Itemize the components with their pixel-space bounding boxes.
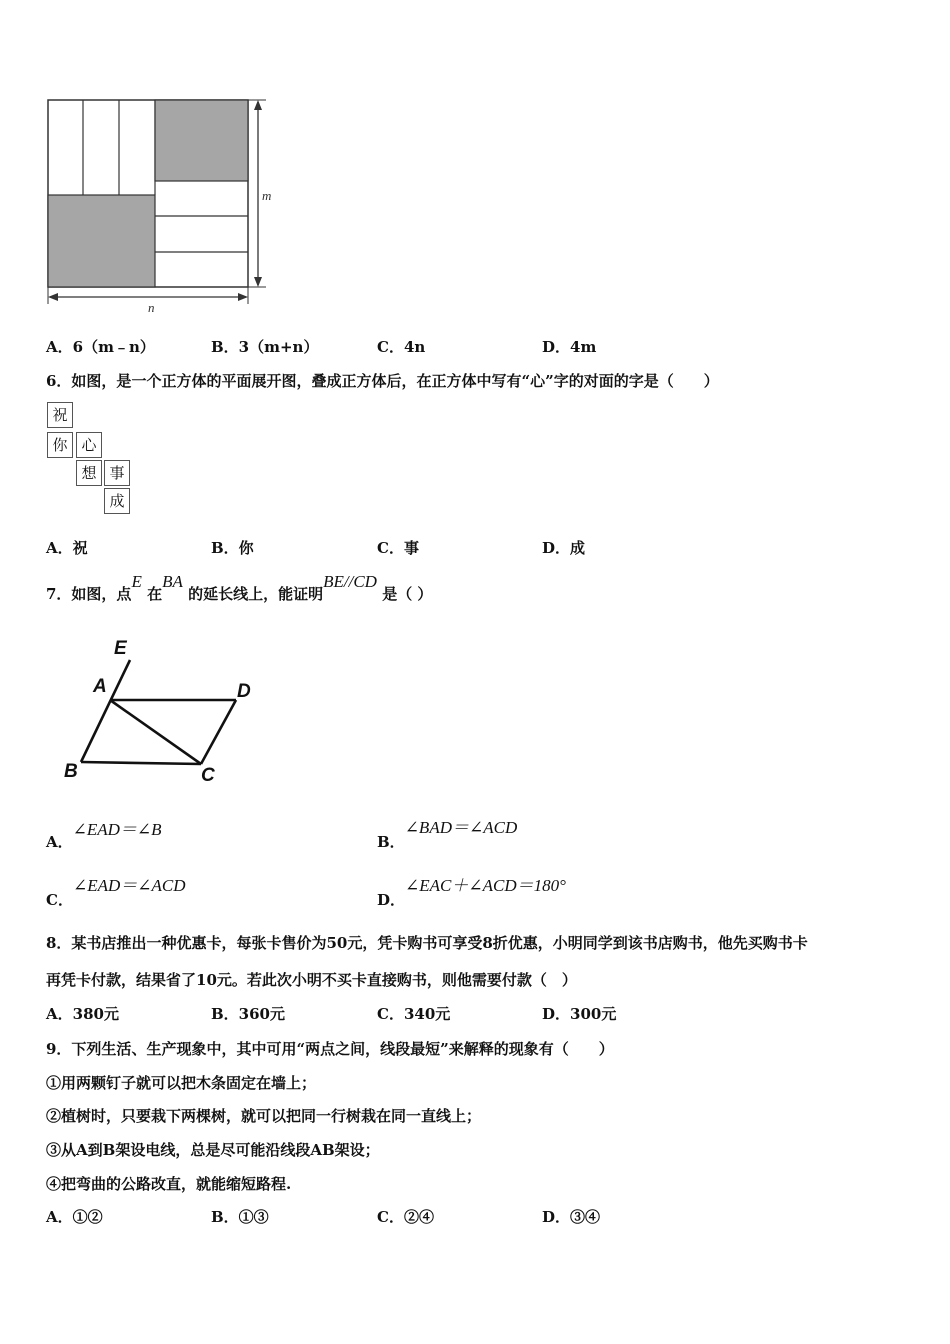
- q6-cell-xiang: 想: [76, 460, 102, 486]
- q6-option-c[interactable]: C．事: [377, 539, 419, 557]
- q8-option-d[interactable]: D．300元: [542, 1005, 617, 1023]
- q6-option-d[interactable]: D．成: [542, 539, 586, 557]
- q8-stem-line-2: 再凭卡付款，结果省了10元。若此次小明不买卡直接购书，则他需要付款（ ）: [46, 971, 577, 989]
- q7-option-d[interactable]: [377, 871, 566, 909]
- q9-stem: 9．下列生活、生产现象中，其中可用“两点之间，线段最短”来解释的现象有（ ）: [46, 1040, 614, 1058]
- q9-option-a[interactable]: A．①②: [46, 1208, 103, 1226]
- q7-option-d-expr: ∠EAC＋∠ACD＝180°: [405, 876, 566, 895]
- q5-shaded-bottom-left: [48, 195, 155, 287]
- q7-option-b[interactable]: [377, 813, 518, 851]
- q7-option-d-label: D．: [377, 891, 406, 909]
- q7-option-b-label: B．: [377, 833, 405, 851]
- q9-item-4: ④把弯曲的公路改直，就能缩短路程.: [46, 1175, 292, 1193]
- q6-cell-shi: 事: [104, 460, 130, 486]
- q7-label-d: D: [237, 681, 251, 702]
- q7-option-a-expr: ∠EAD＝∠B: [72, 820, 162, 839]
- q7-label-a: A: [93, 676, 107, 697]
- q7-option-c[interactable]: [46, 871, 186, 909]
- q6-cell-zhu: 祝: [47, 402, 73, 428]
- q7-option-b-expr: ∠BAD＝∠ACD: [404, 818, 518, 837]
- q6-cell-ni: 你: [47, 432, 73, 458]
- q7-label-c: C: [201, 765, 215, 786]
- q9-item-3: ③从A到B架设电线，总是尽可能沿线段AB架设；: [46, 1141, 380, 1159]
- q6-cube-net: [45, 400, 135, 518]
- q7-line-bc: [81, 762, 201, 764]
- q8-option-b[interactable]: B．360元: [211, 1005, 285, 1023]
- q9-item-2: ②植树时，只要栽下两棵树，就可以把同一行树栽在同一直线上；: [46, 1107, 482, 1125]
- q6-stem: 6．如图，是一个正方体的平面展开图，叠成正方体后，在正方体中写有“心”字的对面的字是（ ）: [46, 372, 719, 390]
- q5-shaded-top-right: [155, 100, 248, 181]
- q5-option-a[interactable]: A．6（m﹣n）: [46, 338, 155, 356]
- q9-item-1: ①用两颗钉子就可以把木条固定在墙上；: [46, 1074, 317, 1092]
- q7-parallelogram-figure: [58, 630, 268, 790]
- q8-option-a[interactable]: A．380元: [46, 1005, 119, 1023]
- q5-label-n: n: [148, 300, 155, 315]
- q7-line-dc: [201, 700, 236, 764]
- q5-rectangle-figure: [40, 92, 280, 317]
- q7-label-b: B: [64, 761, 78, 782]
- q6-cell-cheng: 成: [104, 488, 130, 514]
- q5-option-d[interactable]: D．4m: [542, 338, 597, 356]
- q7-option-c-label: C．: [46, 891, 73, 909]
- q7-option-a[interactable]: [46, 815, 162, 851]
- q7-stem-part-d: 是（ ）: [382, 585, 433, 603]
- q6-cell-xin: 心: [76, 432, 102, 458]
- q6-option-a[interactable]: A．祝: [46, 539, 88, 557]
- q6-option-b[interactable]: B．你: [211, 539, 254, 557]
- q7-label-e: E: [114, 638, 127, 659]
- q7-option-c-expr: ∠EAD＝∠ACD: [72, 876, 186, 895]
- q9-option-b[interactable]: B．①③: [211, 1208, 269, 1226]
- q8-stem-line-1: 8．某书店推出一种优惠卡，每张卡售价为50元，凭卡购书可享受8折优惠，小明同学到该书店购书，他先买购书卡: [46, 934, 808, 952]
- q7-stem: [46, 572, 433, 604]
- q7-var-ba: BA: [162, 572, 183, 591]
- q7-stem-part-c: 的延长线上，能证明: [188, 585, 324, 603]
- q9-option-d[interactable]: D．③④: [542, 1208, 601, 1226]
- q8-option-c[interactable]: C．340元: [377, 1005, 451, 1023]
- q9-option-c[interactable]: C．②④: [377, 1208, 434, 1226]
- q7-option-a-label: A．: [46, 833, 73, 851]
- q7-var-be-cd: BE//CD: [323, 572, 377, 591]
- q5-option-c[interactable]: C．4n: [377, 338, 426, 356]
- q7-var-e: E: [131, 572, 142, 591]
- q5-label-m: m: [262, 188, 272, 203]
- q5-option-b[interactable]: B．3（m+n）: [211, 338, 319, 356]
- q7-line-ac: [110, 700, 201, 764]
- q7-stem-part-a: 7．如图，点: [46, 585, 132, 603]
- q7-stem-part-b: 在: [147, 585, 163, 603]
